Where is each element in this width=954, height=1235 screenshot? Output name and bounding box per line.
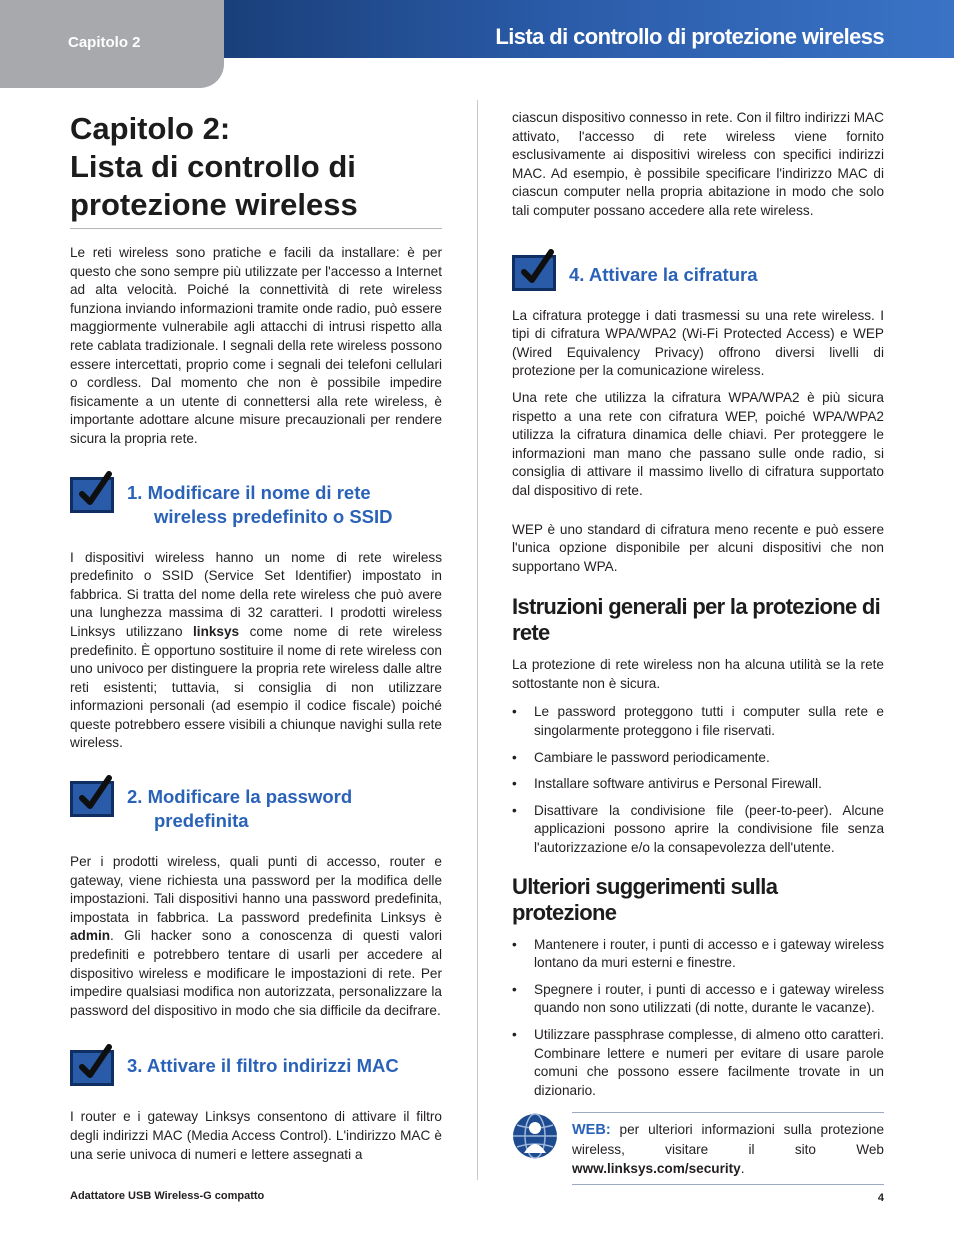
page-number: 4 [877, 1192, 884, 1204]
section-4-paragraph: La cifratura protegge i dati trasmessi su una rete wireless. I tipi di cifratura WPA/WPA2 (Wi-Fi Protected Access) e WEP (Wired Equivalency Privacy) offrono diversi livelli di protezione per la comunicazione wireless. [512, 307, 884, 379]
further-tips-title: Ulteriori suggerimenti sulla protezione [512, 873, 778, 925]
header-bar [224, 0, 954, 58]
web-text: per ulteriori informazioni sulla protezione wireless, visitare il sito Web [572, 1122, 884, 1158]
text-run: come nome di rete wireless predefinito. È opportuno sostituire il nome di rete wireless con uno univoco per distinguere la propria rete wireless dalle altre reti esistenti; tuttavia, si consiglia di non utilizzare informazioni personali (ad esempio il codice fiscale) poiché queste potrebbero essere visibili a chiunque navighi sulla rete wireless. [70, 623, 442, 751]
globe-icon [512, 1113, 558, 1159]
section-title-line: 1. Modificare il nome di rete [127, 481, 371, 503]
text-run: I dispositivi wireless hanno un nome di rete wireless predefinito o SSID (Service Set Identifier) impostato in fabbrica. Si tratta del nome della rete wireless che può avere una lunghezza massima di 32 caratteri. I prodotti wireless Linksys utilizzano [70, 549, 442, 639]
section-4-paragraph: WEP è uno standard di cifratura meno recente e può essere l'unica opzione disponibile per alcuni dispositivi che non supportano WPA. [512, 521, 884, 574]
web-note [572, 1112, 884, 1185]
section-2-text [70, 853, 442, 1020]
section-3-heading [70, 1044, 442, 1090]
further-tips-list [512, 936, 884, 1101]
column-divider [477, 100, 478, 1180]
text-run: . Gli hacker sono a conoscenza di questi valori predefiniti e potrebbero tentare di usarli per accedere al dispositivo wireless e modificare le impostazioni di rete. Per impedire qualsiasi modifica non autorizzata, personalizzare la password del dispositivo in modo che sia difficile da decifrare. [70, 928, 442, 1018]
intro-paragraph: Le reti wireless sono pratiche e facili da installare: è per questo che sono sempre più utilizzate per l'accesso a Internet ad alta velocità. Poiché la connettività di rete wireless funziona inviando informazioni tramite onde radio, può essere maggiormente vulnerabile agli attacchi di intrusi rispetto alla rete cablata tradizionale. I segnali della rete wireless possono essere intercettati, proprio come i segnali dei telefoni cellulari o cordless. Dal momento che non è possibile impedire fisicamente a un utente di connettersi alla rete wireless, è importante adottare alcune misure precauzionali per rendere sicura la propria rete. [70, 245, 442, 446]
checkmark-icon [70, 477, 114, 513]
list-item: • Mantenere i router, i punti di accesso e i gateway wireless lontano da muri esterni e finestre. [512, 936, 884, 973]
web-url-link[interactable]: www.linksys.com/security [572, 1161, 741, 1177]
checkmark-icon [70, 1050, 114, 1086]
section-3-continued: ciascun dispositivo connesso in rete. Con il filtro indirizzi MAC attivato, l'accesso di rete wireless viene fornito esclusivamente ai dispositivi wireless con specifici indirizzi MAC. Ad esempio, è possibile specificare l'indirizzo MAC di ciascun computer nella propria abitazione in modo che solo tali computer possano accedere alla rete wireless. [512, 110, 884, 218]
section-title-line: predefinita [154, 810, 249, 832]
section-title-line: 2. Modificare la password [127, 786, 353, 808]
list-item: • Le password proteggono tutti i computer sulla rete e singolarmente proteggono i file riservati. [512, 703, 884, 740]
section-1-heading [70, 473, 442, 535]
section-1-text [70, 549, 442, 754]
header-title: Lista di controllo di protezione wireless [495, 24, 884, 49]
web-label: WEB: [572, 1122, 611, 1139]
checkmark-icon [512, 255, 556, 291]
section-2-heading [70, 777, 442, 839]
section-1-title [127, 481, 393, 529]
section-2-title [127, 785, 352, 833]
general-guidelines-list [512, 703, 884, 857]
chapter-title-line: Lista di controllo di [70, 149, 356, 184]
right-column [512, 109, 884, 1185]
web-text-end: . [740, 1161, 745, 1177]
section-4-title: 4. Attivare la cifratura [569, 263, 758, 285]
list-item: • Utilizzare passphrase complesse, di almeno otto caratteri. Combinare lettere e numeri per evitare di usare parole comuni che possono essere facilmente trovate in un dizionario. [512, 1026, 884, 1100]
chapter-title-line: Capitolo 2: [70, 111, 231, 146]
section-3-title: 3. Attivare il filtro indirizzi MAC [127, 1055, 399, 1077]
text-run: Per i prodotti wireless, quali punti di accesso, router e gateway, viene richiesta una password per la modifica delle impostazioni. Tali dispositivi hanno una password predefinita, impostata in fabbrica. La password predefinita Linksys è [70, 854, 442, 925]
section-4-heading [512, 241, 884, 299]
chapter-tab [0, 0, 224, 88]
default-ssid: linksys [193, 623, 240, 639]
default-password: admin [70, 928, 111, 944]
checkmark-icon [70, 781, 114, 817]
chapter-title [70, 110, 442, 229]
section-3-text: I router e i gateway Linksys consentono di attivare il filtro degli indirizzi MAC (Media Access Control). L'indirizzo MAC è una serie univoca di numeri e lettere assegnati a [70, 1109, 442, 1162]
chapter-title-line: protezione wireless [70, 187, 358, 222]
list-item: • Installare software antivirus e Personal Firewall. [512, 775, 884, 794]
list-item: • Spegnere i router, i punti di accesso e i gateway wireless quando non sono utilizzati (di notte, durante le vacanze). [512, 981, 884, 1018]
general-guidelines-title: Istruzioni generali per la protezione di rete [512, 594, 881, 646]
chapter-tab-label: Capitolo 2 [68, 34, 141, 51]
left-column [70, 110, 442, 1164]
footer-product: Adattatore USB Wireless-G compatto [70, 1190, 265, 1202]
section-4-paragraph: Una rete che utilizza la cifratura WPA/WPA2 è più sicura rispetto a una rete con cifratura WEP, poiché WPA/WPA2 utilizza la cifratura dinamica delle chiavi. Per proteggere le informazioni man mano che passano sulle onde radio, si consiglia di attivare il massimo livello di cifratura supportato dal dispositivo di rete. [512, 389, 884, 498]
general-guidelines-intro: La protezione di rete wireless non ha alcuna utilità se la rete sottostante non è sicura. [512, 657, 884, 691]
section-title-line: wireless predefinito o SSID [154, 505, 393, 527]
list-item: • Cambiare le password periodicamente. [512, 749, 884, 768]
list-item: • Disattivare la condivisione file (peer-to-peer). Alcune applicazioni possono aprire la condivisione file senza l'autorizzazione e/o la consapevolezza dell'utente. [512, 802, 884, 858]
